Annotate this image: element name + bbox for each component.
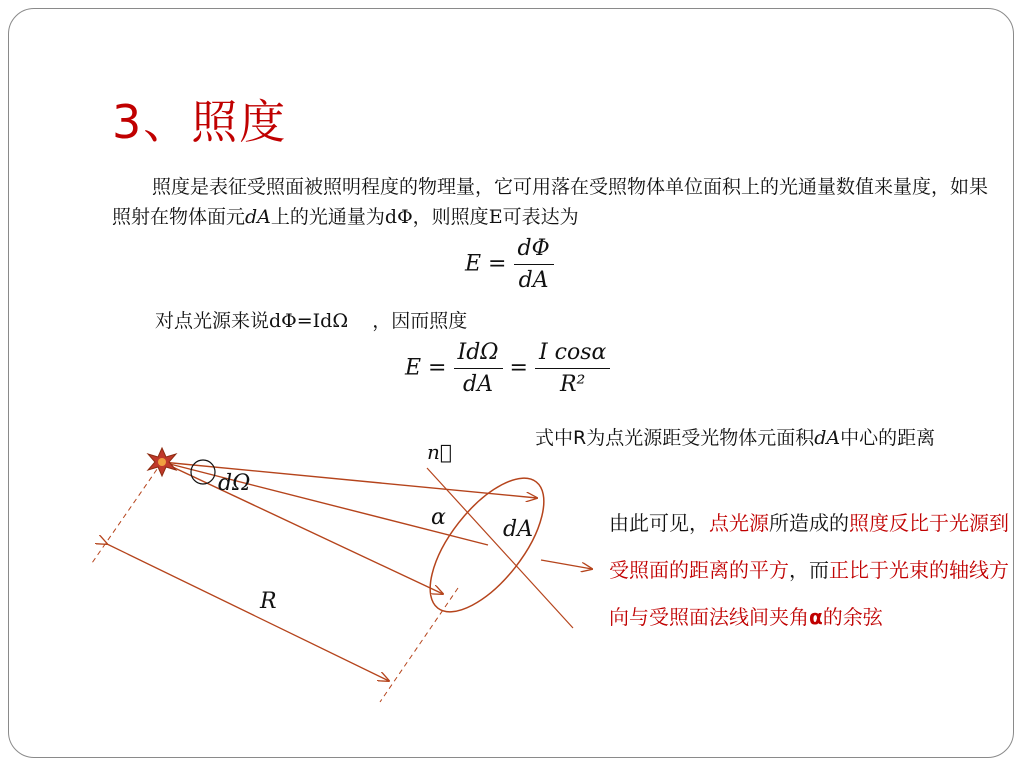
dashed-line-source — [92, 462, 162, 563]
conclusion-s8: 的余弦 — [822, 605, 883, 629]
conclusion-s4: 照度反比于光源到受照面的距离的平方 — [609, 511, 1009, 582]
angle-label: α — [431, 505, 446, 530]
para-da: dA — [245, 206, 271, 228]
ray-lower — [162, 462, 443, 594]
formula1-numerator: dΦ — [514, 236, 554, 265]
point-source-expr: dΦ=IdΩ — [269, 310, 349, 332]
para-dphi: dΦ — [384, 206, 413, 228]
formula1-denominator: dA — [518, 268, 549, 293]
formula2-denominator-1: dA — [463, 372, 493, 397]
para-text-3: ，则照度 — [412, 206, 489, 228]
note-da: dA — [814, 427, 841, 449]
formula2-equals: = — [509, 355, 528, 381]
conclusion-s5: ，而 — [789, 558, 829, 582]
para-text-4: 可表达为 — [502, 206, 579, 228]
conclusion-s1: 由此可见， — [609, 511, 709, 535]
formula1-lhs: E = — [465, 251, 507, 277]
point-source-suffix: ，因而照度 — [372, 310, 468, 332]
formula2-lhs: E = — [405, 355, 447, 381]
conclusion-s3: 所造成的 — [769, 511, 849, 535]
pointer-arrow — [541, 560, 592, 569]
conclusion-text — [609, 500, 1009, 641]
formula2-numerator-1: IdΩ — [454, 340, 503, 369]
normal-label: n⃗ — [427, 440, 452, 464]
para-e: E — [488, 206, 503, 228]
area-label: dA — [503, 517, 533, 542]
dashed-line-surface — [380, 588, 458, 702]
slide-title: 3、照度 — [112, 95, 288, 149]
distance-arrow — [107, 544, 389, 681]
solid-angle-label: dΩ — [218, 471, 251, 496]
formula2-denominator-2: R² — [559, 372, 586, 397]
conclusion-s7: α — [809, 605, 823, 629]
point-source-core — [158, 458, 166, 466]
point-source-prefix: 对点光源来说 — [155, 310, 270, 332]
para-text-1: 照度是表征受照面被照明程度的物理量，它可用落在受照物体单位面积上的光通量数值来量度，如果照射在物体面元 — [112, 176, 989, 228]
distance-label: R — [260, 589, 277, 614]
note-suffix: 中心的距离 — [840, 427, 936, 449]
ray-axis — [162, 462, 488, 545]
para-text-2: 上的光通量为 — [270, 206, 385, 228]
formula2-numerator-2: I cosα — [535, 340, 610, 369]
conclusion-s2: 点光源 — [709, 511, 769, 535]
conclusion-s6: 正比于光束的轴线方向与受照面法线间夹角 — [609, 558, 1009, 629]
note-prefix: 式中R为点光源距受光物体元面积 — [535, 427, 815, 449]
normal-line — [427, 468, 573, 628]
